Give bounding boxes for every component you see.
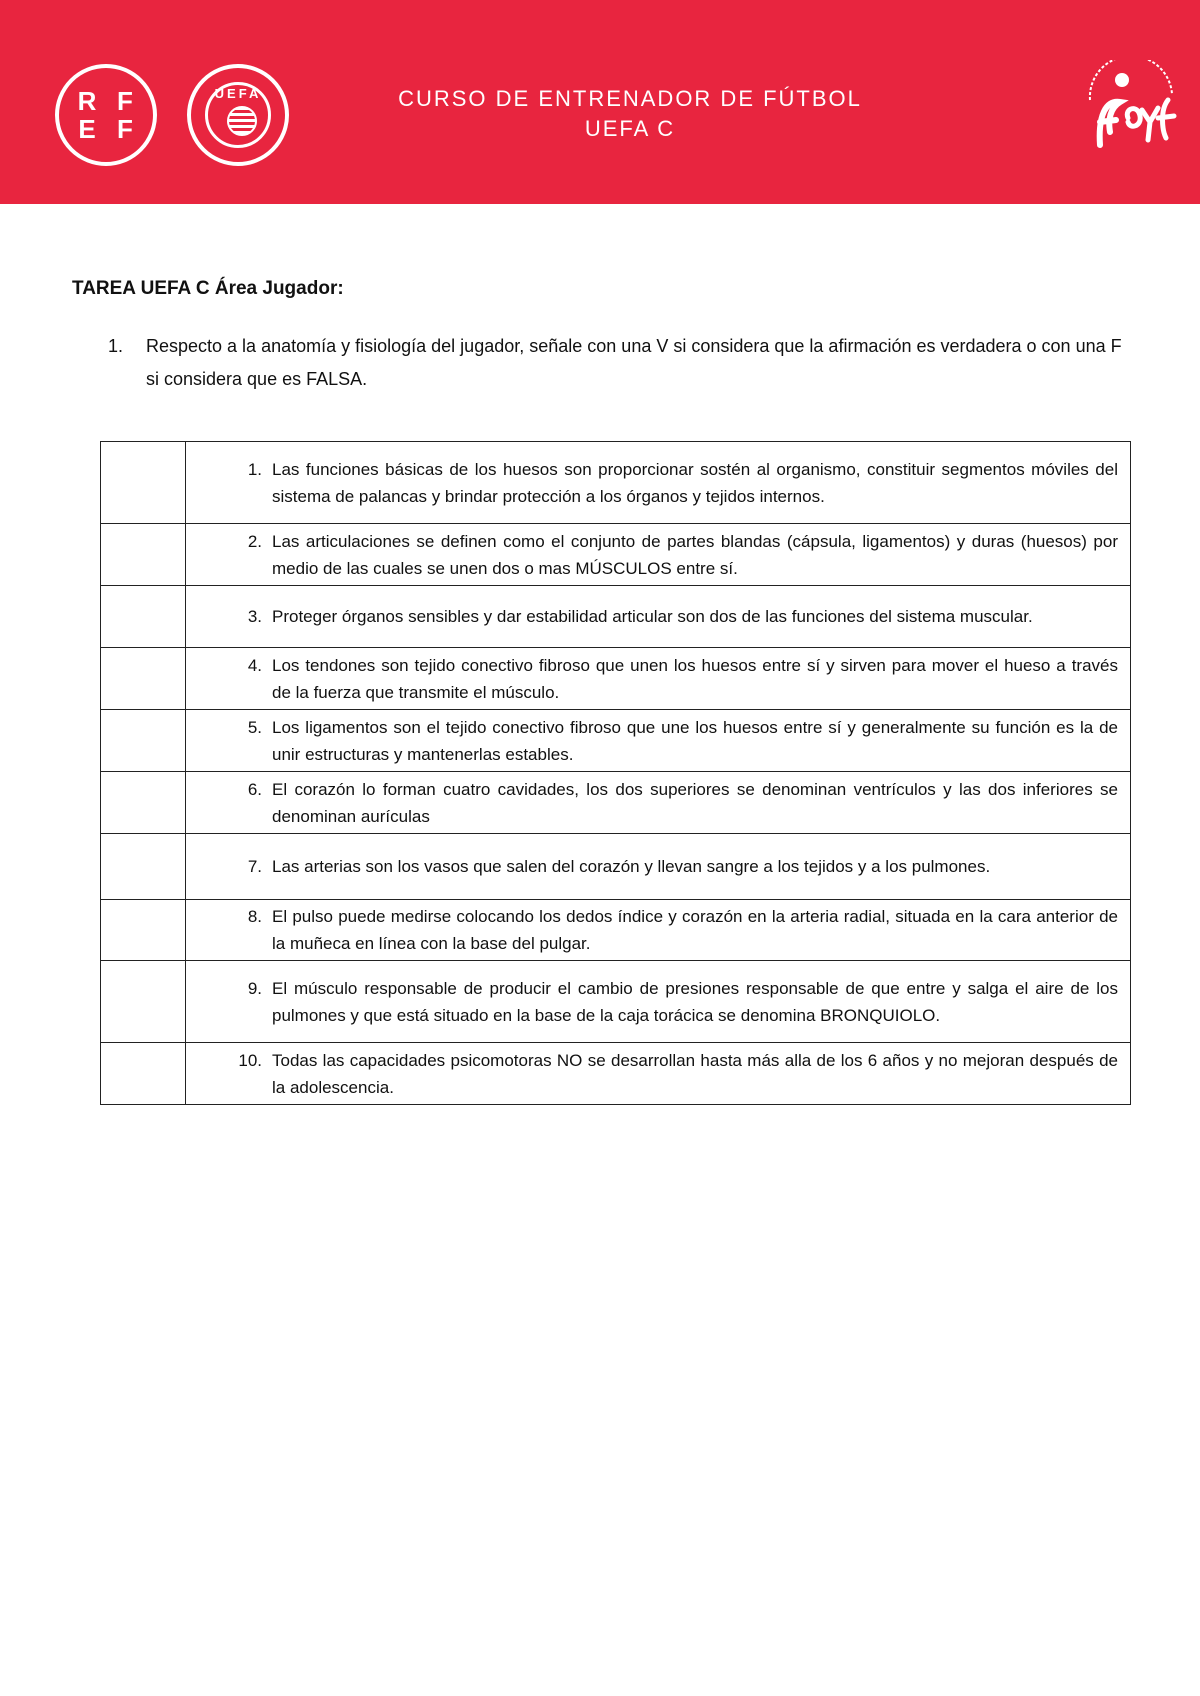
table-row (101, 772, 1131, 834)
statement-number: 9. (247, 978, 262, 998)
statement-cell (186, 442, 1131, 524)
answer-cell[interactable] (101, 772, 186, 834)
statement-cell (186, 1043, 1131, 1105)
statement-number: 2. (247, 531, 262, 551)
table-row (101, 1043, 1131, 1105)
statement-number: 8. (247, 907, 262, 926)
statement-number: 1. (247, 459, 262, 479)
instruction-number: 1. (108, 336, 124, 356)
table-row (101, 442, 1131, 524)
statement-number: 3. (247, 607, 262, 626)
fcyf-logo-icon (1080, 60, 1180, 150)
course-title-line2: UEFA C (584, 116, 676, 141)
statement-cell (186, 648, 1131, 710)
answer-cell[interactable] (101, 442, 186, 524)
answer-cell[interactable] (101, 1043, 186, 1105)
statement-text: Las funciones básicas de los huesos son proporcionar sostén al organismo, constituir segmentos móviles del sistema de palancas y brindar protección a los órganos y tejidos internos. (272, 459, 1118, 506)
answer-cell[interactable] (101, 961, 186, 1043)
rfef-letter: F (117, 114, 133, 144)
statement-number: 6. (247, 779, 262, 799)
rfef-letter: F (117, 86, 133, 116)
true-false-table (100, 441, 1131, 1105)
table-row (101, 961, 1131, 1043)
statement-cell (186, 586, 1131, 648)
table-row (101, 524, 1131, 586)
table-row (101, 586, 1131, 648)
statement-cell (186, 834, 1131, 900)
uefa-logo-text: UEFA (214, 86, 262, 101)
statement-text: Los tendones son tejido conectivo fibroso que unen los huesos entre sí y sirven para mover el hueso a través de la fuerza que transmite el músculo. (272, 655, 1118, 702)
uefa-logo (187, 64, 289, 166)
statement-number: 5. (247, 717, 262, 737)
table-row (101, 648, 1131, 710)
football-icon (227, 106, 257, 136)
answer-cell[interactable] (101, 834, 186, 900)
answer-cell[interactable] (101, 900, 186, 961)
rfef-letter: E (78, 114, 96, 144)
rfef-letter: R (77, 86, 97, 116)
answer-cell[interactable] (101, 586, 186, 648)
statement-text: El corazón lo forman cuatro cavidades, los dos superiores se denominan ventrículos y las dos inferiores se denominan aurículas (272, 779, 1118, 826)
answer-cell[interactable] (101, 648, 186, 710)
statement-cell (186, 900, 1131, 961)
answer-cell[interactable] (101, 710, 186, 772)
table-row (101, 900, 1131, 961)
answer-cell[interactable] (101, 524, 186, 586)
instruction-text: Respecto a la anatomía y fisiología del jugador, señale con una V si considera que la afirmación es verdadera o con una F si considera que es FALSA. (146, 336, 1122, 389)
table-row (101, 710, 1131, 772)
statement-text: Todas las capacidades psicomotoras NO se desarrollan hasta más alla de los 6 años y no mejoran después de la adolescencia. (272, 1050, 1118, 1097)
task-title: TAREA UEFA C Área Jugador: (72, 278, 344, 299)
statement-text: Proteger órganos sensibles y dar estabilidad articular son dos de las funciones del sistema muscular. (272, 607, 1033, 626)
table-row (101, 834, 1131, 900)
course-title (340, 84, 920, 144)
statement-text: Los ligamentos son el tejido conectivo fibroso que une los huesos entre sí y generalmente su función es la de unir estructuras y mantenerlas estables. (272, 717, 1118, 764)
rfef-logo (55, 64, 157, 166)
statement-text: El pulso puede medirse colocando los dedos índice y corazón en la arteria radial, situada en la cara anterior de la muñeca en línea con la base del pulgar. (272, 907, 1118, 953)
statement-cell (186, 961, 1131, 1043)
page-header (0, 0, 1200, 204)
statement-number: 10. (238, 1050, 262, 1070)
statement-cell (186, 772, 1131, 834)
instruction (108, 330, 1128, 396)
course-title-line1: CURSO DE ENTRENADOR DE FÚTBOL (398, 86, 862, 111)
statement-text: Las articulaciones se definen como el conjunto de partes blandas (cápsula, ligamentos) y duras (huesos) por medio de las cuales se unen dos o mas MÚSCULOS entre sí. (272, 531, 1118, 578)
statement-cell (186, 524, 1131, 586)
statement-number: 7. (247, 857, 262, 876)
statement-cell (186, 710, 1131, 772)
statement-text: Las arterias son los vasos que salen del corazón y llevan sangre a los tejidos y a los pulmones. (272, 857, 991, 876)
statement-text: El músculo responsable de producir el cambio de presiones responsable de que entre y salga el aire de los pulmones y que está situado en la base de la caja torácica se denomina BRONQUIOLO. (272, 978, 1118, 1025)
statement-number: 4. (247, 655, 262, 675)
